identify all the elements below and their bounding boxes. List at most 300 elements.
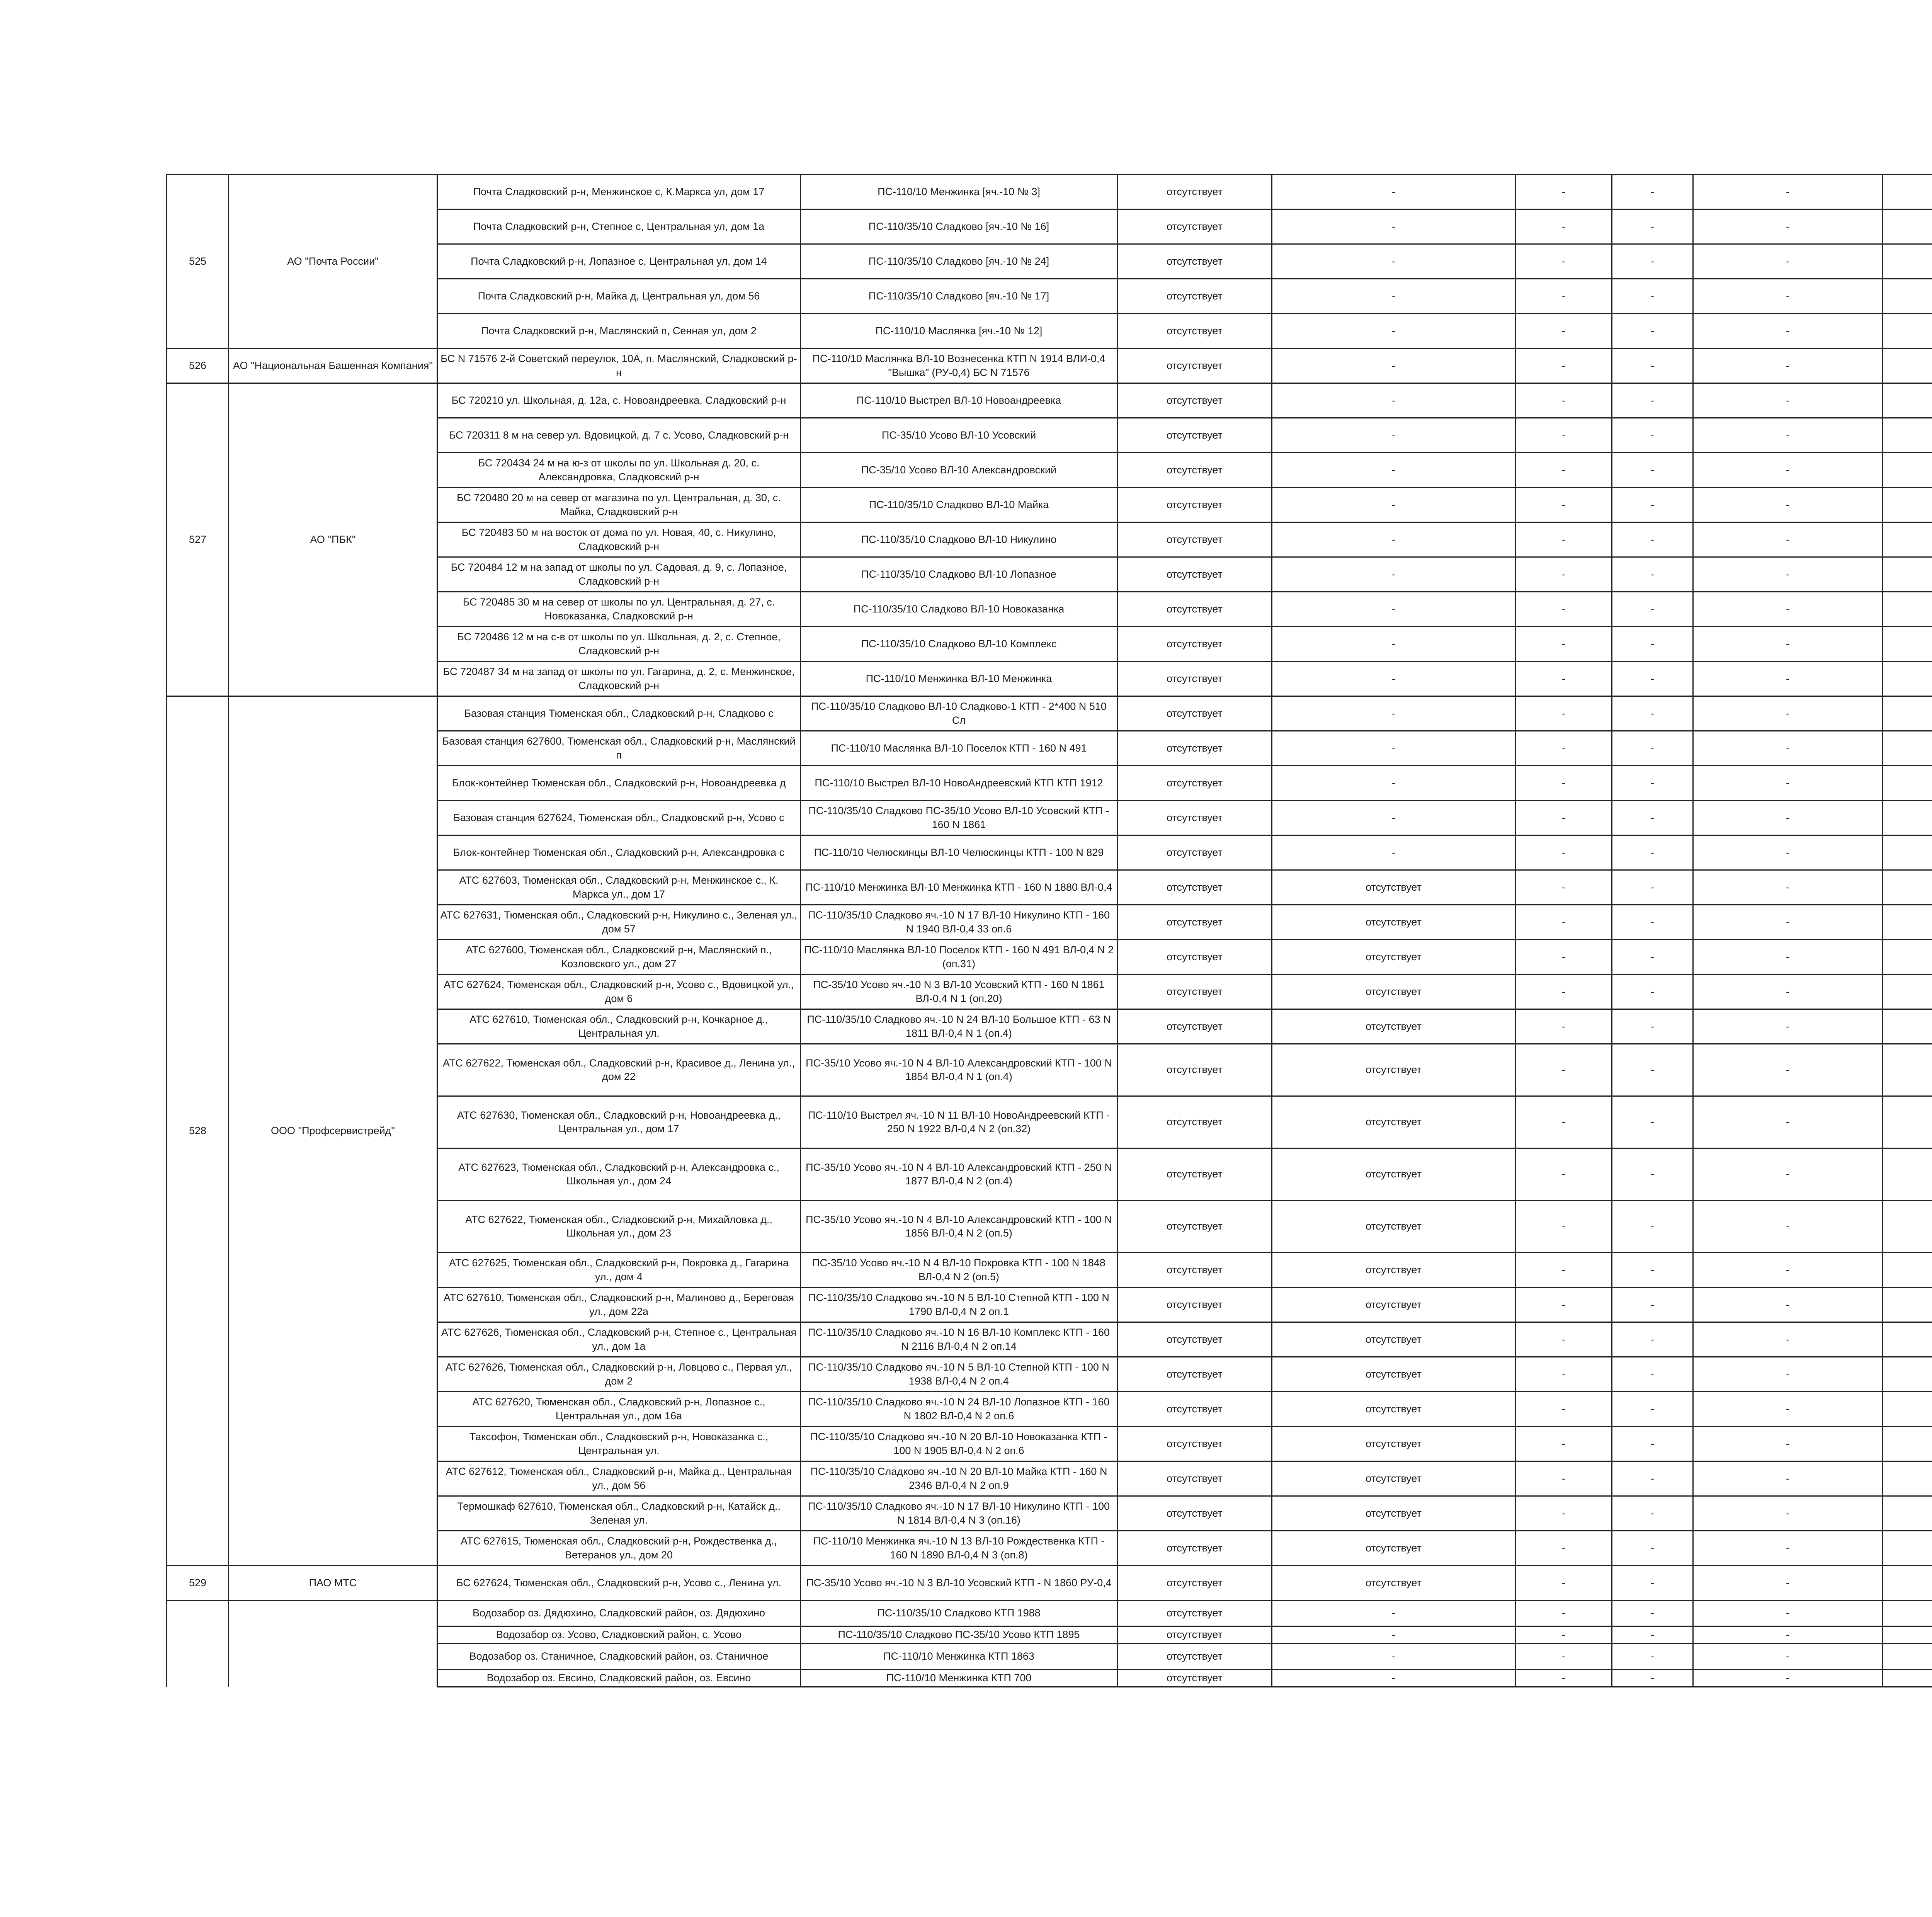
value-cell: - (1693, 627, 1883, 662)
value-cell: отсутствует (1272, 905, 1515, 940)
value-cell (1883, 1644, 1932, 1670)
power-source-cell: ПС-110/10 Менжинка яч.-10 N 13 ВЛ-10 Рождественка КТП - 160 N 1890 ВЛ-0,4 N 3 (оп.8) (801, 1531, 1117, 1566)
organization-cell: ООО "Профсервистрейд" (229, 696, 437, 1566)
value-cell: - (1612, 835, 1693, 870)
power-source-cell: ПС-110/10 Маслянка ВЛ-10 Вознесенка КТП N 1914 ВЛИ-0,4 "Вышка" (РУ-0,4) БС N 71576 (801, 349, 1117, 383)
power-source-cell: ПС-110/10 Маслянка ВЛ-10 Поселок КТП - 160 N 491 (801, 731, 1117, 766)
row-number-cell: 526 (167, 349, 229, 383)
value-cell: - (1612, 1288, 1693, 1322)
value-cell: - (1515, 592, 1612, 627)
value-cell: - (1612, 349, 1693, 383)
value-cell: - (1693, 349, 1883, 383)
value-cell: - (1693, 1496, 1883, 1531)
power-source-cell: ПС-110/10 Менжинка КТП 1863 (801, 1644, 1117, 1670)
value-cell (1883, 1601, 1932, 1626)
value-cell: - (1693, 662, 1883, 696)
status-cell: отсутствует (1117, 1148, 1272, 1201)
object-address-cell: АТС 627610, Тюменская обл., Сладковский р-н, Кочкарное д., Центральная ул. (437, 1009, 801, 1044)
value-cell (1883, 1626, 1932, 1644)
value-cell: - (1515, 522, 1612, 557)
value-cell: - (1515, 1496, 1612, 1531)
status-cell: отсутствует (1117, 1392, 1272, 1427)
value-cell: - (1272, 662, 1515, 696)
value-cell: - (1693, 244, 1883, 279)
value-cell: - (1612, 1253, 1693, 1288)
value-cell: - (1693, 940, 1883, 975)
value-cell: - (1612, 1044, 1693, 1096)
table-body (167, 175, 1932, 1687)
value-cell: - (1612, 627, 1693, 662)
status-cell: отсутствует (1117, 1601, 1272, 1626)
power-source-cell: ПС-110/10 Менжинка ВЛ-10 Менжинка КТП - 160 N 1880 ВЛ-0,4 (801, 870, 1117, 905)
object-address-cell: Почта Сладковский р-н, Майка д, Центральная ул, дом 56 (437, 279, 801, 314)
power-source-cell: ПС-35/10 Усово яч.-10 N 4 ВЛ-10 Александровский КТП - 100 N 1856 ВЛ-0,4 N 2 (оп.5) (801, 1201, 1117, 1253)
value-cell: - (1272, 349, 1515, 383)
value-cell: отсутствует (1272, 1096, 1515, 1148)
value-cell: - (1612, 522, 1693, 557)
value-cell: - (1612, 383, 1693, 418)
status-cell: отсутствует (1117, 696, 1272, 731)
object-address-cell: АТС 627622, Тюменская обл., Сладковский р-н, Михайловка д., Школьная ул., дом 23 (437, 1201, 801, 1253)
status-cell: отсутствует (1117, 1496, 1272, 1531)
object-address-cell: Водозабор оз. Усово, Сладковский район, с. Усово (437, 1626, 801, 1644)
value-cell: - (1515, 662, 1612, 696)
value-cell: - (1515, 870, 1612, 905)
object-address-cell: Базовая станция 627600, Тюменская обл., Сладковский р-н, Маслянский п (437, 731, 801, 766)
value-cell: - (1612, 766, 1693, 801)
object-address-cell: БС 720434 24 м на ю-з от школы по ул. Школьная д. 20, с. Александровка, Сладковский р-н (437, 453, 801, 488)
value-cell (1883, 1322, 1932, 1357)
object-address-cell: БС 720311 8 м на север ул. Вдовицкой, д. 7 с. Усово, Сладковский р-н (437, 418, 801, 453)
value-cell: - (1515, 175, 1612, 209)
power-source-cell: ПС-35/10 Усово яч.-10 N 4 ВЛ-10 Покровка КТП - 100 N 1848 ВЛ-0,4 N 2 (оп.5) (801, 1253, 1117, 1288)
value-cell: - (1272, 696, 1515, 731)
value-cell: - (1612, 244, 1693, 279)
value-cell: - (1515, 1392, 1612, 1427)
value-cell: - (1515, 1601, 1612, 1626)
value-cell (1883, 1531, 1932, 1566)
value-cell: - (1272, 835, 1515, 870)
table-row (167, 1566, 1932, 1601)
value-cell: - (1612, 1531, 1693, 1566)
value-cell: - (1612, 453, 1693, 488)
value-cell: - (1515, 835, 1612, 870)
value-cell: - (1693, 557, 1883, 592)
power-source-cell: ПС-110/35/10 Сладково яч.-10 N 17 ВЛ-10 Никулино КТП - 100 N 1814 ВЛ-0,4 N 3 (оп.16) (801, 1496, 1117, 1531)
object-address-cell: Базовая станция Тюменская обл., Сладковский р-н, Сладково с (437, 696, 801, 731)
value-cell: - (1693, 1670, 1883, 1687)
value-cell: - (1515, 940, 1612, 975)
power-source-cell: ПС-110/35/10 Сладково яч.-10 N 5 ВЛ-10 Степной КТП - 100 N 1790 ВЛ-0,4 N 2 оп.1 (801, 1288, 1117, 1322)
power-source-cell: ПС-35/10 Усово ВЛ-10 Александровский (801, 453, 1117, 488)
value-cell: - (1272, 383, 1515, 418)
value-cell (1883, 592, 1932, 627)
value-cell: - (1515, 1288, 1612, 1322)
object-address-cell: АТС 627631, Тюменская обл., Сладковский р-н, Никулино с., Зеленая ул., дом 57 (437, 905, 801, 940)
value-cell: - (1612, 1322, 1693, 1357)
power-source-cell: ПС-110/35/10 Сладково яч.-10 N 20 ВЛ-10 Майка КТП - 160 N 2346 ВЛ-0,4 N 2 оп.9 (801, 1461, 1117, 1496)
value-cell: - (1515, 418, 1612, 453)
row-number-cell: 529 (167, 1566, 229, 1601)
status-cell: отсутствует (1117, 766, 1272, 801)
power-source-cell: ПС-110/35/10 Сладково КТП 1988 (801, 1601, 1117, 1626)
object-address-cell: АТС 627626, Тюменская обл., Сладковский р-н, Ловцово с., Первая ул., дом 2 (437, 1357, 801, 1392)
value-cell: - (1272, 1670, 1515, 1687)
value-cell: отсутствует (1272, 1148, 1515, 1201)
table-row (167, 175, 1932, 209)
object-address-cell: Почта Сладковский р-н, Степное с, Центральная ул, дом 1а (437, 209, 801, 244)
value-cell: - (1515, 1566, 1612, 1601)
object-address-cell: Таксофон, Тюменская обл., Сладковский р-н, Новоказанка с., Центральная ул. (437, 1427, 801, 1461)
value-cell (1883, 1427, 1932, 1461)
value-cell: - (1612, 1201, 1693, 1253)
power-source-cell: ПС-110/10 Челюскинцы ВЛ-10 Челюскинцы КТП - 100 N 829 (801, 835, 1117, 870)
value-cell: отсутствует (1272, 870, 1515, 905)
value-cell: - (1515, 1253, 1612, 1288)
value-cell (1883, 1566, 1932, 1601)
object-address-cell: БС 720485 30 м на север от школы по ул. Центральная, д. 27, с. Новоказанка, Сладковский р-н (437, 592, 801, 627)
organization-cell: АО "Почта России" (229, 175, 437, 349)
value-cell: отсутствует (1272, 1322, 1515, 1357)
status-cell: отсутствует (1117, 940, 1272, 975)
value-cell: - (1612, 1461, 1693, 1496)
status-cell: отсутствует (1117, 1044, 1272, 1096)
value-cell: - (1515, 1148, 1612, 1201)
power-source-cell: ПС-110/35/10 Сладково ВЛ-10 Сладково-1 КТП - 2*400 N 510 Сл (801, 696, 1117, 731)
status-cell: отсутствует (1117, 1461, 1272, 1496)
power-source-cell: ПС-110/10 Менжинка КТП 700 (801, 1670, 1117, 1687)
object-address-cell: Водозабор оз. Станичное, Сладковский район, оз. Станичное (437, 1644, 801, 1670)
status-cell: отсутствует (1117, 1357, 1272, 1392)
status-cell: отсутствует (1117, 627, 1272, 662)
value-cell: - (1612, 1357, 1693, 1392)
power-source-cell: ПС-35/10 Усово ВЛ-10 Усовский (801, 418, 1117, 453)
status-cell: отсутствует (1117, 244, 1272, 279)
value-cell: - (1515, 279, 1612, 314)
status-cell: отсутствует (1117, 1427, 1272, 1461)
object-address-cell: АТС 627622, Тюменская обл., Сладковский р-н, Красивое д., Ленина ул., дом 22 (437, 1044, 801, 1096)
value-cell: - (1272, 1626, 1515, 1644)
value-cell: - (1272, 209, 1515, 244)
object-address-cell: Почта Сладковский р-н, Менжинское с, К.Маркса ул, дом 17 (437, 175, 801, 209)
status-cell: отсутствует (1117, 1288, 1272, 1322)
value-cell: - (1612, 1670, 1693, 1687)
value-cell: - (1272, 1601, 1515, 1626)
value-cell: - (1612, 418, 1693, 453)
value-cell: - (1612, 1009, 1693, 1044)
object-address-cell: БС 720480 20 м на север от магазина по ул. Центральная, д. 30, с. Майка, Сладковский р-н (437, 488, 801, 522)
value-cell (1883, 1288, 1932, 1322)
value-cell: - (1272, 175, 1515, 209)
value-cell: - (1515, 801, 1612, 835)
value-cell: - (1515, 975, 1612, 1009)
power-source-cell: ПС-110/35/10 Сладково яч.-10 N 5 ВЛ-10 Степной КТП - 100 N 1938 ВЛ-0,4 N 2 оп.4 (801, 1357, 1117, 1392)
status-cell: отсутствует (1117, 905, 1272, 940)
value-cell: - (1612, 1644, 1693, 1670)
value-cell: - (1515, 1644, 1612, 1670)
power-source-cell: ПС-110/10 Маслянка ВЛ-10 Поселок КТП - 160 N 491 ВЛ-0,4 N 2 (оп.31) (801, 940, 1117, 975)
status-cell: отсутствует (1117, 662, 1272, 696)
row-number-cell: 528 (167, 696, 229, 1566)
value-cell (1883, 905, 1932, 940)
value-cell: - (1515, 209, 1612, 244)
power-source-cell: ПС-35/10 Усово яч.-10 N 3 ВЛ-10 Усовский КТП - N 1860 РУ-0,4 (801, 1566, 1117, 1601)
value-cell: - (1272, 592, 1515, 627)
value-cell: - (1693, 1322, 1883, 1357)
power-source-cell: ПС-110/35/10 Сладково яч.-10 N 24 ВЛ-10 Большое КТП - 63 N 1811 ВЛ-0,4 N 1 (оп.4) (801, 1009, 1117, 1044)
value-cell (1883, 627, 1932, 662)
value-cell: - (1515, 696, 1612, 731)
value-cell (1883, 1096, 1932, 1148)
value-cell (1883, 801, 1932, 835)
power-source-cell: ПС-110/10 Выстрел яч.-10 N 11 ВЛ-10 НовоАндреевский КТП - 250 N 1922 ВЛ-0,4 N 2 (оп.32) (801, 1096, 1117, 1148)
value-cell: - (1693, 175, 1883, 209)
status-cell: отсутствует (1117, 557, 1272, 592)
value-cell: - (1612, 1096, 1693, 1148)
value-cell: отсутствует (1272, 1461, 1515, 1496)
object-address-cell: АТС 627612, Тюменская обл., Сладковский р-н, Майка д., Центральная ул., дом 56 (437, 1461, 801, 1496)
value-cell: - (1515, 1009, 1612, 1044)
organization-cell (229, 1601, 437, 1687)
value-cell: - (1272, 1644, 1515, 1670)
value-cell: отсутствует (1272, 1253, 1515, 1288)
status-cell: отсутствует (1117, 1096, 1272, 1148)
status-cell: отсутствует (1117, 522, 1272, 557)
value-cell: - (1272, 453, 1515, 488)
status-cell: отсутствует (1117, 1566, 1272, 1601)
table-row (167, 696, 1932, 731)
power-source-cell: ПС-110/35/10 Сладково ВЛ-10 Никулино (801, 522, 1117, 557)
object-address-cell: АТС 627625, Тюменская обл., Сладковский р-н, Покровка д., Гагарина ул., дом 4 (437, 1253, 801, 1288)
value-cell: - (1612, 1601, 1693, 1626)
status-cell: отсутствует (1117, 1322, 1272, 1357)
value-cell: отсутствует (1272, 1357, 1515, 1392)
value-cell (1883, 1148, 1932, 1201)
value-cell: отсутствует (1272, 1009, 1515, 1044)
object-address-cell: Термошкаф 627610, Тюменская обл., Сладковский р-н, Катайск д., Зеленая ул. (437, 1496, 801, 1531)
object-address-cell: АТС 627615, Тюменская обл., Сладковский р-н, Рождественка д., Ветеранов ул., дом 20 (437, 1531, 801, 1566)
status-cell: отсутствует (1117, 175, 1272, 209)
value-cell: - (1612, 1626, 1693, 1644)
value-cell: - (1693, 314, 1883, 349)
value-cell: - (1612, 279, 1693, 314)
row-number-cell: 525 (167, 175, 229, 349)
value-cell: - (1612, 662, 1693, 696)
table-row (167, 349, 1932, 383)
value-cell: - (1612, 1148, 1693, 1201)
value-cell (1883, 835, 1932, 870)
value-cell: - (1272, 627, 1515, 662)
value-cell: отсутствует (1272, 1044, 1515, 1096)
status-cell: отсутствует (1117, 1644, 1272, 1670)
value-cell: - (1612, 1427, 1693, 1461)
value-cell: - (1515, 627, 1612, 662)
value-cell: - (1693, 801, 1883, 835)
value-cell (1883, 696, 1932, 731)
value-cell (1883, 418, 1932, 453)
value-cell (1883, 209, 1932, 244)
value-cell: - (1515, 905, 1612, 940)
value-cell: - (1515, 1531, 1612, 1566)
value-cell: - (1612, 592, 1693, 627)
row-number-cell: 527 (167, 383, 229, 696)
value-cell: - (1612, 1392, 1693, 1427)
row-number-cell (167, 1601, 229, 1687)
object-address-cell: АТС 627623, Тюменская обл., Сладковский р-н, Александровка с., Школьная ул., дом 24 (437, 1148, 801, 1201)
object-address-cell: Водозабор оз. Евсино, Сладковский район, оз. Евсино (437, 1670, 801, 1687)
value-cell: - (1272, 731, 1515, 766)
power-source-cell: ПС-35/10 Усово яч.-10 N 3 ВЛ-10 Усовский КТП - 160 N 1861 ВЛ-0,4 N 1 (оп.20) (801, 975, 1117, 1009)
status-cell: отсутствует (1117, 592, 1272, 627)
status-cell: отсутствует (1117, 731, 1272, 766)
value-cell (1883, 766, 1932, 801)
value-cell (1883, 1253, 1932, 1288)
status-cell: отсутствует (1117, 1626, 1272, 1644)
value-cell (1883, 314, 1932, 349)
value-cell: - (1693, 766, 1883, 801)
power-source-cell: ПС-110/10 Выстрел ВЛ-10 НовоАндреевский КТП КТП 1912 (801, 766, 1117, 801)
value-cell: - (1693, 1357, 1883, 1392)
object-address-cell: Блок-контейнер Тюменская обл., Сладковский р-н, Новоандреевка д (437, 766, 801, 801)
object-address-cell: БС 720487 34 м на запад от школы по ул. Гагарина, д. 2, с. Менжинское, Сладковский р-н (437, 662, 801, 696)
value-cell: - (1693, 488, 1883, 522)
power-source-cell: ПС-110/10 Менжинка ВЛ-10 Менжинка (801, 662, 1117, 696)
value-cell: - (1612, 175, 1693, 209)
value-cell: - (1515, 453, 1612, 488)
power-source-cell: ПС-110/35/10 Сладково ВЛ-10 Новоказанка (801, 592, 1117, 627)
value-cell: - (1515, 1322, 1612, 1357)
value-cell: - (1272, 488, 1515, 522)
status-cell: отсутствует (1117, 349, 1272, 383)
value-cell: - (1515, 383, 1612, 418)
value-cell: отсутствует (1272, 975, 1515, 1009)
value-cell: - (1693, 1148, 1883, 1201)
status-cell: отсутствует (1117, 1253, 1272, 1288)
power-source-cell: ПС-110/35/10 Сладково ПС-35/10 Усово КТП 1895 (801, 1626, 1117, 1644)
status-cell: отсутствует (1117, 1670, 1272, 1687)
value-cell: - (1693, 1644, 1883, 1670)
value-cell: - (1693, 209, 1883, 244)
status-cell: отсутствует (1117, 975, 1272, 1009)
value-cell: - (1612, 870, 1693, 905)
object-address-cell: БС 720484 12 м на запад от школы по ул. Садовая, д. 9, с. Лопазное, Сладковский р-н (437, 557, 801, 592)
value-cell: - (1693, 835, 1883, 870)
status-cell: отсутствует (1117, 1009, 1272, 1044)
value-cell (1883, 1009, 1932, 1044)
value-cell: - (1515, 244, 1612, 279)
value-cell (1883, 522, 1932, 557)
status-cell: отсутствует (1117, 418, 1272, 453)
value-cell: - (1272, 557, 1515, 592)
object-address-cell: БС 720210 ул. Школьная, д. 12а, с. Новоандреевка, Сладковский р-н (437, 383, 801, 418)
value-cell (1883, 488, 1932, 522)
value-cell: отсутствует (1272, 1531, 1515, 1566)
value-cell (1883, 279, 1932, 314)
value-cell (1883, 975, 1932, 1009)
object-address-cell: Почта Сладковский р-н, Лопазное с, Центральная ул, дом 14 (437, 244, 801, 279)
object-address-cell: Блок-контейнер Тюменская обл., Сладковский р-н, Александровка с (437, 835, 801, 870)
value-cell: - (1693, 1253, 1883, 1288)
value-cell (1883, 244, 1932, 279)
value-cell (1883, 1670, 1932, 1687)
value-cell: - (1515, 1096, 1612, 1148)
status-cell: отсутствует (1117, 279, 1272, 314)
status-cell: отсутствует (1117, 209, 1272, 244)
value-cell (1883, 1044, 1932, 1096)
value-cell: - (1693, 975, 1883, 1009)
object-address-cell: Почта Сладковский р-н, Маслянский п, Сенная ул, дом 2 (437, 314, 801, 349)
value-cell (1883, 731, 1932, 766)
object-address-cell: АТС 627630, Тюменская обл., Сладковский р-н, Новоандреевка д., Центральная ул., дом 17 (437, 1096, 801, 1148)
power-source-cell: ПС-110/35/10 Сладково ВЛ-10 Лопазное (801, 557, 1117, 592)
value-cell (1883, 662, 1932, 696)
value-cell: - (1693, 1201, 1883, 1253)
value-cell: - (1693, 418, 1883, 453)
value-cell (1883, 453, 1932, 488)
value-cell: отсутствует (1272, 940, 1515, 975)
value-cell (1883, 1201, 1932, 1253)
value-cell: - (1272, 418, 1515, 453)
value-cell: - (1515, 1044, 1612, 1096)
object-address-cell: АТС 627603, Тюменская обл., Сладковский р-н, Менжинское с., К. Маркса ул., дом 17 (437, 870, 801, 905)
object-address-cell: БС 720483 50 м на восток от дома по ул. Новая, 40, с. Никулино, Сладковский р-н (437, 522, 801, 557)
value-cell: - (1693, 731, 1883, 766)
value-cell: отсутствует (1272, 1288, 1515, 1322)
object-address-cell: БС 627624, Тюменская обл., Сладковский р-н, Усово с., Ленина ул. (437, 1566, 801, 1601)
status-cell: отсутствует (1117, 835, 1272, 870)
value-cell: - (1515, 1357, 1612, 1392)
value-cell: - (1693, 279, 1883, 314)
object-address-cell: АТС 627600, Тюменская обл., Сладковский р-н, Маслянский п., Козловского ул., дом 27 (437, 940, 801, 975)
status-cell: отсутствует (1117, 801, 1272, 835)
value-cell: - (1693, 1461, 1883, 1496)
value-cell: - (1612, 801, 1693, 835)
value-cell: - (1515, 557, 1612, 592)
status-cell: отсутствует (1117, 383, 1272, 418)
value-cell: - (1612, 209, 1693, 244)
value-cell (1883, 175, 1932, 209)
power-source-cell: ПС-110/10 Менжинка [яч.-10 № 3] (801, 175, 1117, 209)
value-cell: - (1515, 731, 1612, 766)
value-cell: - (1693, 905, 1883, 940)
value-cell: - (1272, 314, 1515, 349)
value-cell: - (1612, 488, 1693, 522)
power-source-cell: ПС-110/35/10 Сладково [яч.-10 № 16] (801, 209, 1117, 244)
power-source-cell: ПС-35/10 Усово яч.-10 N 4 ВЛ-10 Александровский КТП - 100 N 1854 ВЛ-0,4 N 1 (оп.4) (801, 1044, 1117, 1096)
value-cell: отсутствует (1272, 1427, 1515, 1461)
status-cell: отсутствует (1117, 488, 1272, 522)
value-cell: - (1272, 279, 1515, 314)
value-cell: - (1693, 1427, 1883, 1461)
object-address-cell: АТС 627626, Тюменская обл., Сладковский р-н, Степное с., Центральная ул., дом 1а (437, 1322, 801, 1357)
value-cell: - (1612, 1566, 1693, 1601)
power-source-cell: ПС-110/35/10 Сладково ВЛ-10 Комплекс (801, 627, 1117, 662)
value-cell: - (1693, 1566, 1883, 1601)
object-address-cell: АТС 627624, Тюменская обл., Сладковский р-н, Усово с., Вдовицкой ул., дом 6 (437, 975, 801, 1009)
value-cell (1883, 1496, 1932, 1531)
value-cell: - (1515, 488, 1612, 522)
value-cell: отсутствует (1272, 1566, 1515, 1601)
value-cell: - (1515, 766, 1612, 801)
object-address-cell: АТС 627620, Тюменская обл., Сладковский р-н, Лопазное с., Центральная ул., дом 16а (437, 1392, 801, 1427)
object-address-cell: Водозабор оз. Дядюхино, Сладковский район, оз. Дядюхино (437, 1601, 801, 1626)
value-cell: - (1693, 1044, 1883, 1096)
power-source-cell: ПС-110/35/10 Сладково ПС-35/10 Усово ВЛ-10 Усовский КТП - 160 N 1861 (801, 801, 1117, 835)
value-cell: - (1515, 1626, 1612, 1644)
value-cell (1883, 870, 1932, 905)
value-cell: - (1693, 522, 1883, 557)
organization-cell: АО "ПБК" (229, 383, 437, 696)
